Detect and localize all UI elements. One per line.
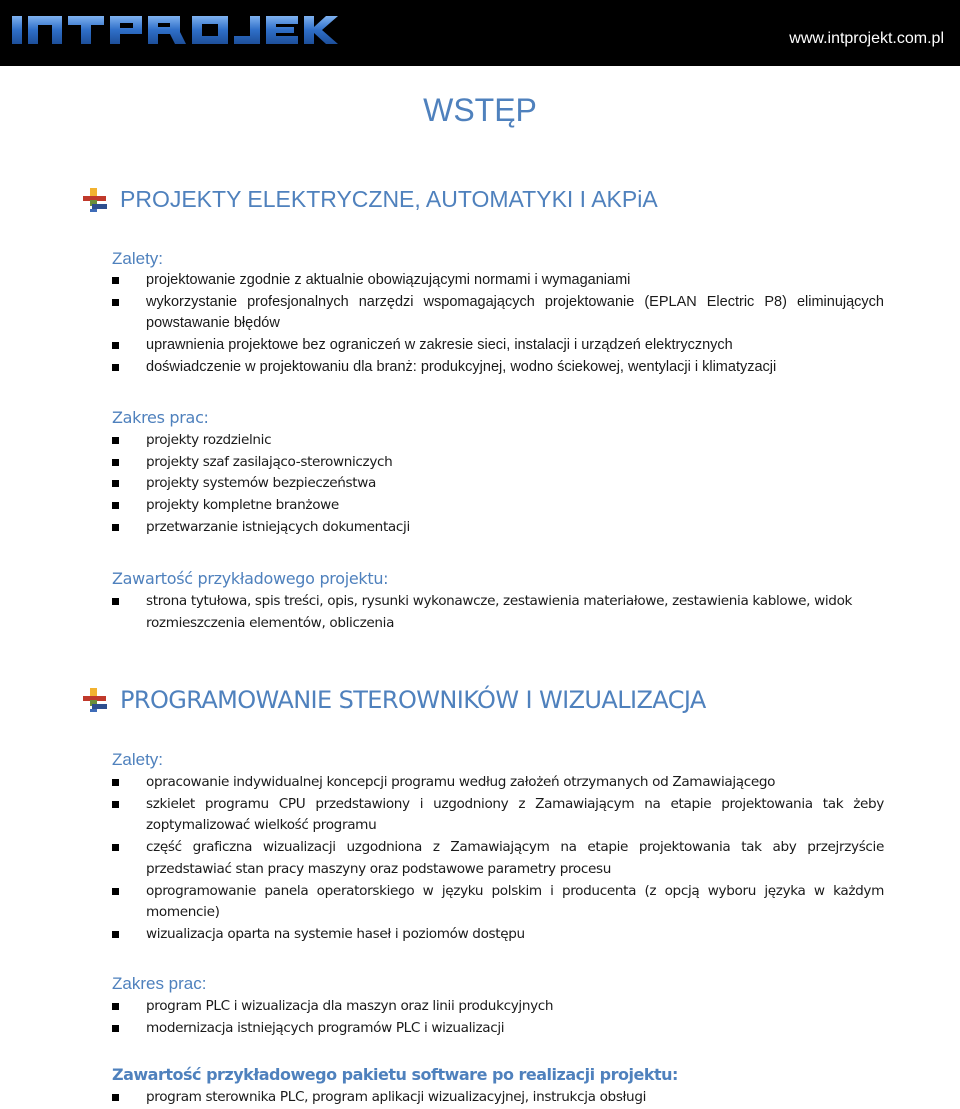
advantages-heading: Zalety: [112,249,164,268]
scope-list [112,430,884,539]
list-item: projektowanie zgodnie z aktualnie obowiązującymi normami i wymaganiami [112,270,884,292]
colored-cross-bullet-icon [82,187,108,213]
advantages-list [112,270,884,379]
software-package-list [112,1087,884,1109]
section-title-text: PROJEKTY ELEKTRYCZNE, AUTOMATYKI I AKPiA [120,186,658,212]
site-url[interactable]: www.intprojekt.com.pl [789,30,944,47]
list-item: projekty rozdzielnic [112,430,884,452]
scope-list [112,996,884,1039]
advantages-heading: Zalety: [112,750,164,769]
document-title: WSTĘP [423,92,537,128]
list-item: wykorzystanie profesjonalnych narzędzi wspomagających projektowanie (EPLAN Electric P8) eliminujących powstawanie błędów [112,292,884,335]
scope-heading: Zakres prac: [112,974,207,993]
list-item: projekty szaf zasilająco-sterowniczych [112,452,884,474]
list-item: część graficzna wizualizacji uzgodniona z Zamawiającym na etapie projektowania tak aby przejrzyście przedstawiać stan pracy maszyny oraz podstawowe parametry procesu [112,837,884,880]
list-item: uprawnienia projektowe bez ograniczeń w zakresie sieci, instalacji i urządzeń elektrycznych [112,335,884,357]
list-item: program sterownika PLC, program aplikacji wizualizacyjnej, instrukcja obsługi [112,1087,884,1109]
list-item: oprogramowanie panela operatorskiego w języku polskim i producenta (z opcją wyboru języka w każdym momencie) [112,881,884,924]
list-item: szkielet programu CPU przedstawiony i uzgodniony z Zamawiającym na etapie projektowania tak żeby zoptymalizować wielkość programu [112,794,884,837]
list-item: strona tytułowa, spis treści, opis, rysunki wykonawcze, zestawienia materiałowe, zestawienia kablowe, widok rozmieszczenia elementów, obliczenia [112,591,884,634]
colored-cross-bullet-icon [82,687,108,713]
intprojekt-logo [12,14,352,46]
list-item: program PLC i wizualizacja dla maszyn oraz linii produkcyjnych [112,996,884,1018]
list-item: wizualizacja oparta na systemie haseł i poziomów dostępu [112,924,884,946]
section-title-plc-programming [82,686,706,714]
section-title-electrical-projects [82,186,658,213]
list-item: przetwarzanie istniejących dokumentacji [112,517,884,539]
list-item: doświadczenie w projektowaniu dla branż: produkcyjnej, wodno ściekowej, wentylacji i klimatyzacji [112,357,884,379]
page-header [0,0,960,66]
section-title-text: PROGRAMOWANIE STEROWNIKÓW I WIZUALIZACJA [120,686,706,714]
scope-heading: Zakres prac: [112,408,209,427]
list-item: projekty kompletne branżowe [112,495,884,517]
list-item: projekty systemów bezpieczeństwa [112,473,884,495]
project-content-heading: Zawartość przykładowego projektu: [112,569,389,588]
project-content-list [112,591,884,634]
advantages-list [112,772,884,946]
list-item: opracowanie indywidualnej koncepcji programu według założeń otrzymanych od Zamawiającego [112,772,884,794]
software-package-heading: Zawartość przykładowego pakietu software po realizacji projektu: [112,1065,678,1084]
list-item: modernizacja istniejących programów PLC i wizualizacji [112,1018,884,1040]
